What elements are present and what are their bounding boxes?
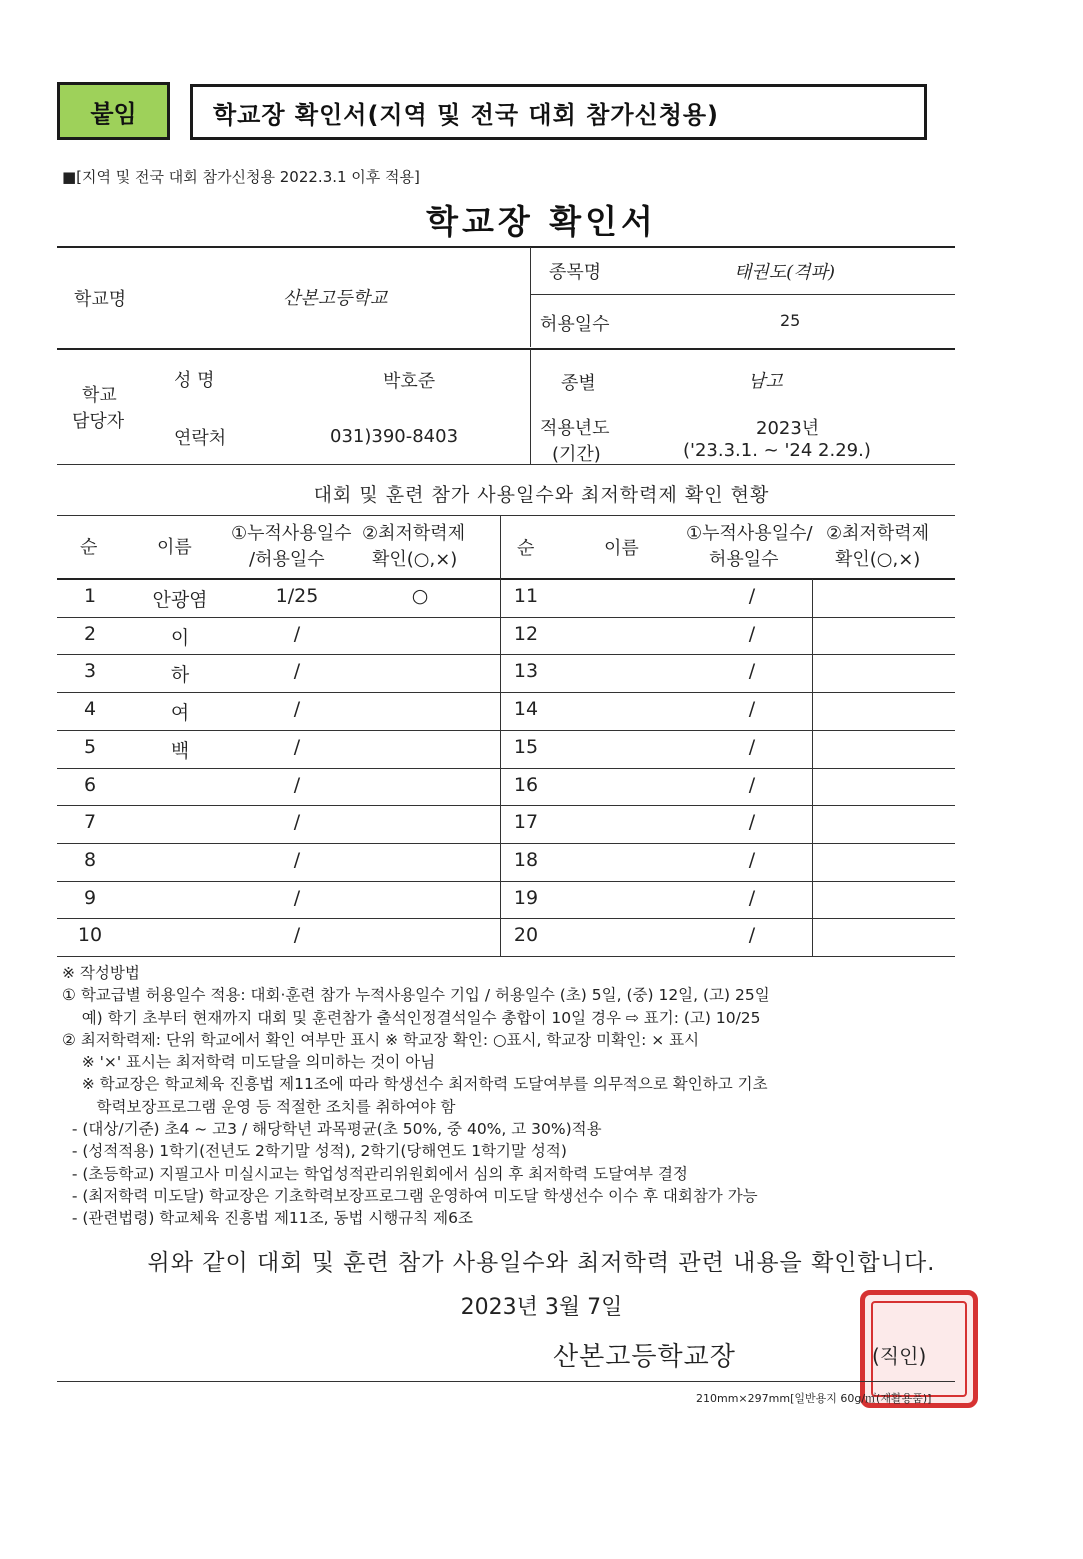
row-no: 5 xyxy=(83,736,97,758)
school-name-label: 학교명 xyxy=(74,289,127,310)
gender-value: 남고 xyxy=(748,371,783,392)
col-header-check-right-line1: ②최저학력제 xyxy=(826,523,930,544)
row-no: 7 xyxy=(83,811,97,833)
col-header-check-right-line2: 확인(○,×) xyxy=(835,549,921,570)
contact-value: 031)390-8403 xyxy=(330,426,459,447)
col-header-days-right-line1: ①누적사용일수/ xyxy=(686,523,813,544)
attachment-badge: 붙임 xyxy=(57,82,170,140)
row-days-right: / xyxy=(748,887,756,909)
confirmation-date: 2023년 3월 7일 xyxy=(460,1295,623,1320)
col-header-days-line2: /허용일수 xyxy=(249,549,325,570)
footer-line xyxy=(57,1381,955,1382)
principal-signature: 산본고등학교장 xyxy=(553,1342,736,1372)
instruction-line: ※ 작성방법 xyxy=(62,964,140,982)
table-header-line xyxy=(57,578,955,580)
row-days: / xyxy=(293,811,301,833)
row-name: 여 xyxy=(170,702,190,724)
row-days: / xyxy=(293,660,301,682)
row-no-right: 13 xyxy=(513,660,539,682)
confirmation-statement: 위와 같이 대회 및 훈련 참가 사용일수와 최저학력 관련 내용을 확인합니다. xyxy=(147,1250,936,1276)
document-title: 학교장 확인서 xyxy=(426,202,657,241)
instruction-line: ② 최저학력제: 단위 학교에서 확인 여부만 표시 ※ 학교장 확인: ○표시, 학교장 미확인: × 표시 xyxy=(62,1030,700,1049)
row-name: 하 xyxy=(170,664,190,686)
instruction-line: - (관련법령) 학교체육 진흥법 제11조, 동법 시행규칙 제6조 xyxy=(62,1209,473,1228)
row-no-right: 15 xyxy=(513,736,539,758)
allowed-days-label: 허용일수 xyxy=(540,314,610,335)
info-divider xyxy=(530,247,531,347)
table-row-line xyxy=(57,730,955,731)
info-top-line xyxy=(57,246,955,248)
row-days: / xyxy=(293,924,301,946)
table-row-line xyxy=(57,956,955,957)
instruction-line: - (초등학교) 지필고사 미실시교는 학업성적관리위원회에서 심의 후 최저학력 도달여부 결정 xyxy=(62,1164,688,1183)
table-row-line xyxy=(57,805,955,806)
table-row-line xyxy=(57,692,955,693)
name-value: 박호준 xyxy=(383,371,436,392)
col-header-days-line1: ①누적사용일수 xyxy=(231,523,352,544)
row-days: / xyxy=(293,698,301,720)
info-mid-line xyxy=(530,294,955,295)
table-row-line xyxy=(57,843,955,844)
row-name: 백 xyxy=(170,740,190,762)
row-days-right: / xyxy=(748,585,756,607)
table-top-line xyxy=(57,515,955,516)
seal-mark: (직인) xyxy=(872,1344,927,1368)
col-header-name: 이름 xyxy=(157,537,192,558)
row-days-right: / xyxy=(748,924,756,946)
row-days: / xyxy=(293,849,301,871)
row-no-right: 20 xyxy=(513,924,539,946)
contact-label: 연락처 xyxy=(174,428,227,449)
row-days: / xyxy=(293,774,301,796)
col-header-check-line1: ②최저학력제 xyxy=(362,523,466,544)
form-title: 학교장 확인서(지역 및 전국 대회 참가신청용) xyxy=(190,84,927,140)
row-no: 3 xyxy=(83,660,97,682)
staff-label-line2: 담당자 xyxy=(72,411,125,432)
writing-instructions xyxy=(62,962,962,1230)
col-header-no: 순 xyxy=(80,537,98,558)
instruction-line: - (대상/기준) 초4 ~ 고3 / 해당학년 과목평균(초 50%, 중 40%, 고 30%)적용 xyxy=(62,1120,602,1139)
instruction-line: ※ '×' 표시는 최저학력 미도달을 의미하는 것이 아님 xyxy=(62,1053,436,1072)
row-no-right: 16 xyxy=(513,774,539,796)
allowed-days-value: 25 xyxy=(780,311,801,330)
row-days-right: / xyxy=(748,623,756,645)
row-no-right: 12 xyxy=(513,623,539,645)
row-no: 10 xyxy=(77,924,103,946)
row-days-right: / xyxy=(748,849,756,871)
col-header-name-right: 이름 xyxy=(604,538,639,559)
row-days: / xyxy=(293,623,301,645)
col-header-check-line2: 확인(○,×) xyxy=(372,549,458,570)
year-label-line1: 적용년도 xyxy=(540,418,610,439)
row-no-right: 18 xyxy=(513,849,539,871)
instruction-line: 학력보장프로그램 운영 등 적절한 조치를 취하여야 함 xyxy=(62,1097,456,1116)
year-value-line1: 2023년 xyxy=(756,418,820,439)
school-name-value: 산본고등학교 xyxy=(283,288,388,309)
row-days-right: / xyxy=(748,736,756,758)
info-divider-2 xyxy=(530,349,531,464)
table-row-line xyxy=(57,768,955,769)
row-no: 6 xyxy=(83,774,97,796)
row-no-right: 19 xyxy=(513,887,539,909)
name-label: 성 명 xyxy=(174,370,215,391)
col-header-days-right-line2: 허용일수 xyxy=(709,549,779,570)
event-value: 태권도(격파) xyxy=(734,262,835,283)
row-days: 1/25 xyxy=(275,585,319,607)
info-line-2 xyxy=(57,348,955,350)
applicability-note: ■[지역 및 전국 대회 참가신청용 2022.3.1 이후 적용] xyxy=(62,168,420,186)
row-name: 이 xyxy=(170,627,190,649)
row-days-right: / xyxy=(748,811,756,833)
row-check: ○ xyxy=(411,585,429,607)
usage-section-title: 대회 및 훈련 참가 사용일수와 최저학력제 확인 현황 xyxy=(313,484,770,506)
staff-label-line1: 학교 xyxy=(82,385,117,406)
row-no: 1 xyxy=(83,585,97,607)
row-days: / xyxy=(293,887,301,909)
row-no-right: 14 xyxy=(513,698,539,720)
info-bottom-line xyxy=(57,464,955,465)
row-days-right: / xyxy=(748,660,756,682)
year-value-line2: ('23.3.1. ~ '24 2.29.) xyxy=(683,440,871,461)
event-label: 종목명 xyxy=(549,262,602,283)
table-row-line xyxy=(57,918,955,919)
row-no: 2 xyxy=(83,623,97,645)
col-header-no-right: 순 xyxy=(517,538,535,559)
row-days: / xyxy=(293,736,301,758)
row-name: 안광염 xyxy=(152,589,208,611)
instruction-line: ※ 학교장은 학교체육 진흥법 제11조에 따라 학생선수 최저학력 도달여부를 의무적으로 확인하고 기초 xyxy=(62,1075,768,1094)
instruction-line: ① 학교급별 허용일수 적용: 대회·훈련 참가 누적사용일수 기입 / 허용일수 (초) 5일, (중) 12일, (고) 25일 xyxy=(62,986,770,1005)
table-row-line xyxy=(57,654,955,655)
row-no: 8 xyxy=(83,849,97,871)
row-days-right: / xyxy=(748,698,756,720)
row-days-right: / xyxy=(748,774,756,796)
row-no-right: 17 xyxy=(513,811,539,833)
row-no-right: 11 xyxy=(513,585,539,607)
instruction-line: 예) 학기 초부터 현재까지 대회 및 훈련참가 출석인정결석일수 총합이 10일 경우 ⇨ 표기: (고) 10/25 xyxy=(62,1008,761,1027)
row-no: 4 xyxy=(83,698,97,720)
paper-spec-note: 210mm×297mm[일반용지 60g/㎡(재활용품)] xyxy=(696,1392,932,1405)
table-row-line xyxy=(57,881,955,882)
row-no: 9 xyxy=(83,887,97,909)
instruction-line: - (최저학력 미도달) 학교장은 기초학력보장프로그램 운영하여 미도달 학생선수 이수 후 대회참가 가능 xyxy=(62,1186,758,1205)
table-row-line xyxy=(57,617,955,618)
instruction-line: - (성적적용) 1학기(전년도 2학기말 성적), 2학기(당해연도 1학기말 성적) xyxy=(62,1142,567,1161)
year-label-line2: (기간) xyxy=(552,444,601,465)
gender-label: 종별 xyxy=(561,373,596,394)
